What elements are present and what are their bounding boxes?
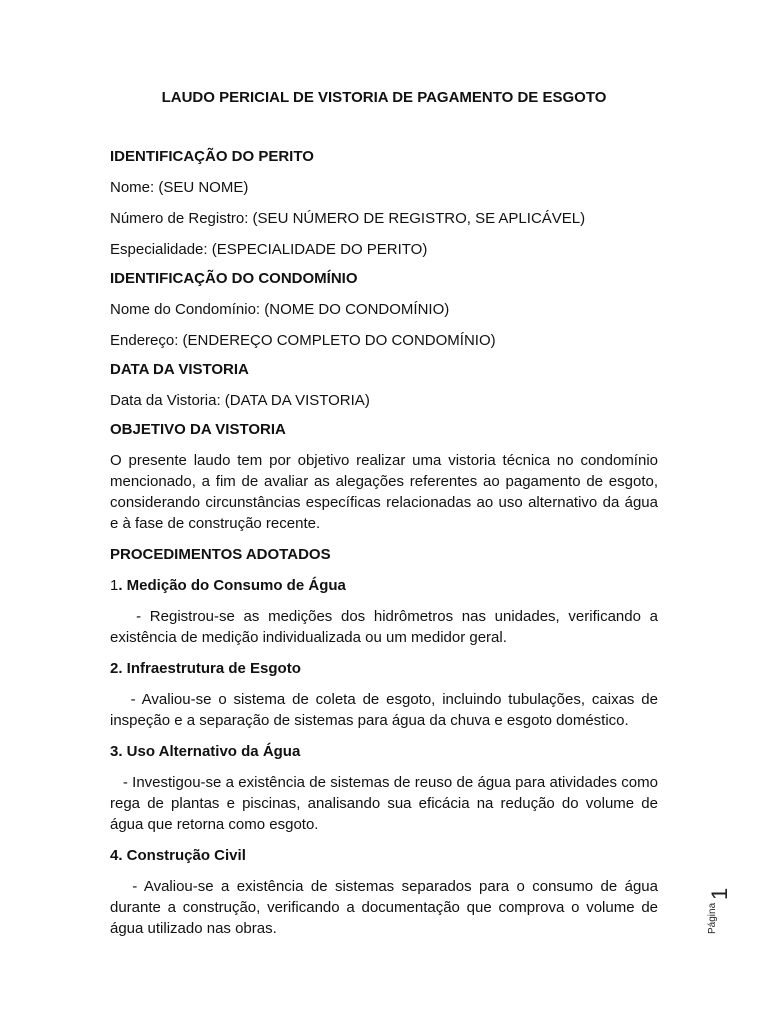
document-body	[110, 146, 658, 949]
data-vistoria: Data da Vistoria: (DATA DA VISTORIA)	[110, 392, 370, 409]
perito-registro: Número de Registro: (SEU NÚMERO DE REGISTRO, SE APLICÁVEL)	[110, 210, 586, 227]
procedure-text-1: - Registrou-se as medições dos hidrômetros nas unidades, verificando a existência de medição individualizada ou um medidor geral.	[110, 608, 658, 646]
perito-nome: Nome: (SEU NOME)	[110, 179, 249, 196]
section-heading-objetivo: OBJETIVO DA VISTORIA	[110, 421, 286, 438]
page-number-footer	[697, 887, 737, 940]
condominio-endereco: Endereço: (ENDEREÇO COMPLETO DO CONDOMÍNIO)	[110, 332, 496, 349]
procedure-text-3: - Investigou-se a existência de sistemas de reuso de água para atividades como rega de plantas e piscinas, analisando sua eficácia na redução do volume de água que retorna como esgoto.	[110, 774, 658, 833]
procedure-title-text-4: 4. Construção Civil	[110, 847, 246, 864]
procedure-title-text-1: . Medição do Consumo de Água	[118, 577, 346, 594]
condominio-nome: Nome do Condomínio: (NOME DO CONDOMÍNIO)	[110, 301, 450, 318]
section-heading-procedimentos: PROCEDIMENTOS ADOTADOS	[110, 546, 331, 563]
procedure-text-4: - Avaliou-se a existência de sistemas separados para o consumo de água durante a construção, verificando a documentação que comprova o volume de água utilizado nas obras.	[110, 878, 658, 937]
objetivo-paragraph: O presente laudo tem por objetivo realizar uma vistoria técnica no condomínio mencionado, a fim de avaliar as alegações referentes ao pagamento de esgoto, considerando circunstâncias específicas relacionadas ao uso alternativo da água e à fase de construção recente.	[110, 452, 658, 532]
section-heading-perito: IDENTIFICAÇÃO DO PERITO	[110, 148, 314, 165]
procedure-title-1	[110, 575, 658, 596]
procedure-number-1: 1	[110, 577, 119, 594]
page-number: 1	[707, 887, 732, 900]
perito-especialidade: Especialidade: (ESPECIALIDADE DO PERITO)	[110, 241, 428, 258]
document-title: LAUDO PERICIAL DE VISTORIA DE PAGAMENTO DE ESGOTO	[161, 89, 607, 106]
procedure-title-text-3: 3. Uso Alternativo da Água	[110, 743, 301, 760]
procedure-title-2	[110, 658, 658, 679]
procedure-title-4	[110, 845, 658, 866]
procedure-title-3	[110, 741, 658, 762]
section-heading-data: DATA DA VISTORIA	[110, 361, 249, 378]
section-heading-condominio: IDENTIFICAÇÃO DO CONDOMÍNIO	[110, 270, 358, 287]
page-label: Página	[707, 902, 718, 934]
procedure-title-text-2: 2. Infraestrutura de Esgoto	[110, 660, 301, 677]
procedure-text-2: - Avaliou-se o sistema de coleta de esgoto, incluindo tubulações, caixas de inspeção e a separação de sistemas para água da chuva e esgoto doméstico.	[110, 691, 658, 729]
